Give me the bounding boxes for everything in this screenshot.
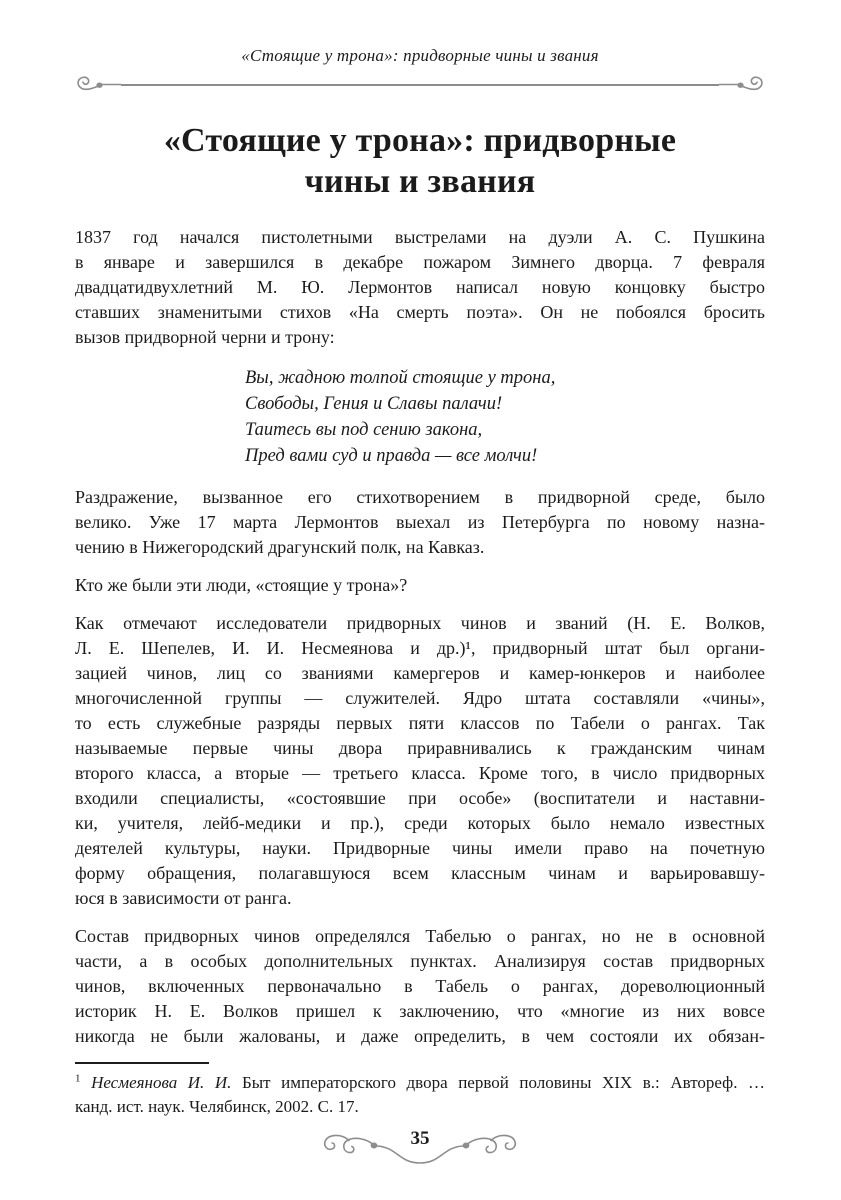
text-line: юся в зависимости от ранга. <box>75 888 292 908</box>
text-line: второго класса, а вторые — третьего класса. Кроме того, в число придворных <box>75 763 765 783</box>
text-line: то есть служебные разряды первых пяти классов по Табели о рангах. Так <box>75 713 765 733</box>
text-line: двадцатидвухлетний М. Ю. Лермонтов написал новую концовку быстро <box>75 277 765 297</box>
text-line: в январе и завершился в декабре пожаром Зимнего дворца. 7 февраля <box>75 252 765 272</box>
header-flourish-left-icon <box>75 70 121 98</box>
text-line: Раздражение, вызванное его стихотворением в придворной среде, было <box>75 487 765 507</box>
header-flourish-right-icon <box>719 70 765 98</box>
running-header: «Стоящие у трона»: придворные чины и звания <box>241 46 599 65</box>
text-line: велико. Уже 17 марта Лермонтов выехал из Петербурга по новому назна- <box>75 512 765 532</box>
footnote-line-1 <box>75 1071 765 1095</box>
text-line: части, а в особых дополнительных пунктах. Анализируя состав придворных <box>75 951 765 971</box>
paragraph-tabel <box>75 924 765 1049</box>
text-line: ки, учителя, лейб-медики и пр.), среди которых было немало известных <box>75 813 765 833</box>
header-rule-line <box>121 84 719 86</box>
page-footer <box>315 1129 525 1175</box>
page-number: 35 <box>410 1128 430 1149</box>
page-title-line1: «Стоящие у трона»: придворные <box>163 122 677 159</box>
paragraph-question <box>75 573 765 598</box>
page-title <box>75 120 765 202</box>
text-line: Пред вами суд и правда — все молчи! <box>245 446 538 466</box>
body-text <box>75 225 765 1049</box>
text-line: никогда не были жалованы, и даже определить, в чем состояли их обязан- <box>75 1026 765 1046</box>
footnote-line-2: канд. ист. наук. Челябинск, 2002. С. 17. <box>75 1097 359 1116</box>
footnote <box>75 1062 765 1119</box>
text-line: историк Н. Е. Волков пришел к заключению, что «многие из них вовсе <box>75 1001 765 1021</box>
header-rule <box>75 70 765 98</box>
paragraph-researchers <box>75 611 765 911</box>
footnote-separator <box>75 1062 209 1064</box>
footnote-author: Несмеянова И. И. <box>91 1073 232 1092</box>
text-line: форму обращения, полагавшуюся всем классным чинам и варьировавшу- <box>75 863 765 883</box>
text-line: Таитесь вы под сению закона, <box>245 420 483 440</box>
text-line: зацией чинов, лиц со званиями камергеров и камер-юнкеров и наиболее <box>75 663 765 683</box>
text-line: Вы, жадною толпой стоящие у трона, <box>245 368 556 388</box>
verse-quote <box>75 365 765 469</box>
text-line: многочисленной группы — служителей. Ядро штата составляли «чины», <box>75 688 765 708</box>
text-line: чению в Нижегородский драгунский полк, на Кавказ. <box>75 537 485 557</box>
footnote-marker: 1 <box>75 1072 81 1085</box>
paragraph-intro <box>75 225 765 350</box>
footnote-text: Быт императорского двора первой половины XIX в.: Автореф. … <box>241 1073 766 1092</box>
paragraph-reaction <box>75 485 765 560</box>
text-line: деятелей культуры, науки. Придворные чины имели право на почетную <box>75 838 765 858</box>
text-line: входили специалисты, «состоявшие при особе» (воспитатели и наставни- <box>75 788 765 808</box>
text-line: Кто же были эти люди, «стоящие у трона»? <box>75 575 408 595</box>
page-title-line2: чины и звания <box>304 163 536 200</box>
text-line: вызов придворной черни и трону: <box>75 327 335 347</box>
text-line: называемые первые чины двора приравнивались к гражданским чинам <box>75 738 765 758</box>
text-line: Как отмечают исследователи придворных чинов и званий (Н. Е. Волков, <box>75 613 765 633</box>
text-line: чинов, включенных первоначально в Табель о рангах, дореволюционный <box>75 976 765 996</box>
text-line: Л. Е. Шепелев, И. И. Несмеянова и др.)¹, придворный штат был органи- <box>75 638 765 658</box>
text-line: Состав придворных чинов определялся Табелью о рангах, но не в основной <box>75 926 765 946</box>
text-line: Свободы, Гения и Славы палачи! <box>245 394 503 414</box>
text-line: 1837 год начался пистолетными выстрелами на дуэли А. С. Пушкина <box>75 227 765 247</box>
text-line: ставших знаменитыми стихов «На смерть поэта». Он не побоялся бросить <box>75 302 765 322</box>
